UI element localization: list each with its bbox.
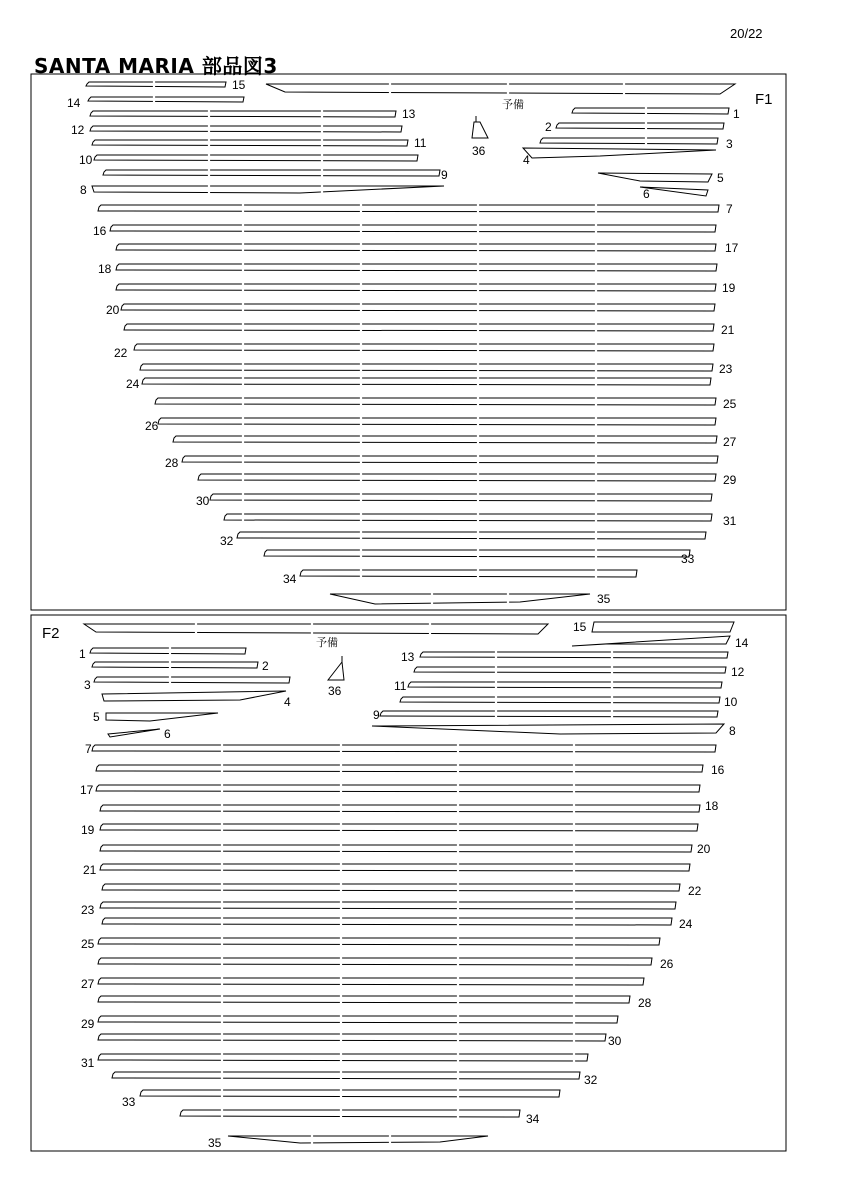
piece-label: 29 <box>81 1017 95 1031</box>
plank-1 <box>90 647 246 655</box>
plank-2 <box>556 122 724 130</box>
plank-3 <box>540 137 718 145</box>
plank-18 <box>116 263 717 272</box>
plank-29 <box>198 473 716 482</box>
piece-label: 35 <box>597 592 611 606</box>
piece-label: 8 <box>729 724 736 738</box>
piece-label: 24 <box>126 377 140 391</box>
plank-33 <box>140 1089 560 1098</box>
piece-label: 29 <box>723 473 737 487</box>
plank-27 <box>173 435 717 444</box>
piece-label: 31 <box>723 514 737 528</box>
piece-label: 36 <box>472 144 486 158</box>
piece-label: 25 <box>81 937 95 951</box>
piece-label: 25 <box>723 397 737 411</box>
piece-label: 13 <box>401 650 415 664</box>
piece-label: 18 <box>705 799 719 813</box>
plank-16 <box>96 764 703 773</box>
plank-20 <box>121 303 715 312</box>
plank-15 <box>86 81 226 88</box>
panel-f1-frame <box>31 74 786 610</box>
plank-23 <box>140 363 713 372</box>
plank-24 <box>142 377 711 386</box>
plank-21 <box>100 863 690 872</box>
piece-label: 35 <box>208 1136 222 1150</box>
piece-label: 21 <box>721 323 735 337</box>
piece-label: 23 <box>719 362 733 376</box>
piece-label: 19 <box>722 281 736 295</box>
piece-label: 10 <box>724 695 738 709</box>
piece-label: 34 <box>526 1112 540 1126</box>
piece-label: 6 <box>164 727 171 741</box>
piece-label: 22 <box>114 346 128 360</box>
piece-label: 14 <box>735 636 749 650</box>
panel-f1 <box>67 78 773 606</box>
plank-28 <box>98 995 630 1004</box>
plank-9 <box>103 169 440 177</box>
plank-16 <box>110 224 716 233</box>
piece-label: 20 <box>106 303 120 317</box>
piece-label: 33 <box>122 1095 136 1109</box>
panel-f1-label: F1 <box>755 91 773 108</box>
piece-label: 4 <box>523 153 530 167</box>
plank-17 <box>96 784 700 793</box>
piece-label: 16 <box>93 224 107 238</box>
piece-label: 26 <box>145 419 159 433</box>
piece-label: 5 <box>93 710 100 724</box>
piece-label: 24 <box>679 917 693 931</box>
plank-3 <box>94 676 290 684</box>
plank-28 <box>182 455 718 464</box>
piece-label: 32 <box>220 534 234 548</box>
piece-label: 33 <box>681 552 695 566</box>
piece-label: 27 <box>723 435 737 449</box>
plank-13 <box>420 651 728 659</box>
piece-label: 2 <box>262 659 269 673</box>
piece-label: 8 <box>80 183 87 197</box>
plank-23 <box>100 901 676 910</box>
plank-32 <box>237 531 706 540</box>
piece-label: 22 <box>688 884 702 898</box>
spare-label: 予備 <box>502 99 524 111</box>
piece-label: 10 <box>79 153 93 167</box>
piece-label: 2 <box>545 120 552 134</box>
plank-13 <box>90 110 396 118</box>
piece-label: 31 <box>81 1056 95 1070</box>
plank-31 <box>98 1053 588 1062</box>
piece-label: 14 <box>67 96 81 110</box>
piece-label: 9 <box>373 708 380 722</box>
piece-label: 16 <box>711 763 725 777</box>
plank-19 <box>116 283 716 292</box>
plank-11 <box>92 139 408 147</box>
plank-26 <box>98 957 652 966</box>
plank-31 <box>224 513 712 522</box>
piece-label: 9 <box>441 168 448 182</box>
plank-1 <box>572 107 729 115</box>
piece-label: 7 <box>85 742 92 756</box>
panel-f2 <box>42 620 749 1150</box>
plank-18 <box>100 804 700 813</box>
piece-label: 15 <box>573 620 587 634</box>
plank-22 <box>102 883 680 892</box>
piece-label: 28 <box>638 996 652 1010</box>
piece-label: 6 <box>643 187 650 201</box>
piece-label: 5 <box>717 171 724 185</box>
piece-label: 19 <box>81 823 95 837</box>
plank-17 <box>116 243 716 252</box>
plank-24 <box>102 917 672 926</box>
piece-label: 36 <box>328 684 342 698</box>
piece-label: 18 <box>98 262 112 276</box>
spare-label: 予備 <box>316 637 338 649</box>
page-title: SANTA MARIA 部品図3 <box>34 54 278 78</box>
plank-30 <box>98 1033 606 1042</box>
plank-21 <box>124 323 714 332</box>
piece-label: 20 <box>697 842 711 856</box>
piece-label: 21 <box>83 863 97 877</box>
piece-label: 1 <box>79 647 86 661</box>
piece-label: 34 <box>283 572 297 586</box>
page-number: 20/22 <box>730 26 763 41</box>
plank-34 <box>180 1109 520 1118</box>
plank-12 <box>90 125 402 133</box>
piece-label: 28 <box>165 456 179 470</box>
panel-f2-label: F2 <box>42 625 60 642</box>
piece-label: 11 <box>414 136 427 150</box>
piece-label: 3 <box>84 678 91 692</box>
piece-label: 23 <box>81 903 95 917</box>
piece-label: 3 <box>726 137 733 151</box>
plank-25 <box>98 937 660 946</box>
plank-34 <box>300 569 637 578</box>
plank-29 <box>98 1015 618 1024</box>
piece-label: 27 <box>81 977 95 991</box>
piece-label: 30 <box>196 494 210 508</box>
plank-11 <box>408 681 722 689</box>
plank-10 <box>400 696 720 704</box>
piece-label: 12 <box>71 123 85 137</box>
piece-label: 1 <box>733 107 740 121</box>
plank-10 <box>94 154 418 162</box>
plank-25 <box>155 397 716 406</box>
plank-7 <box>92 744 716 753</box>
plank-27 <box>98 977 644 986</box>
plank-30 <box>210 493 712 502</box>
piece-label: 4 <box>284 695 291 709</box>
plank-9 <box>380 710 718 718</box>
plank-22 <box>134 343 714 352</box>
plank-20 <box>100 844 692 853</box>
panel-f2-frame <box>31 615 786 1151</box>
piece-label: 26 <box>660 957 674 971</box>
plank-19 <box>100 823 698 832</box>
plank-26 <box>158 417 716 426</box>
piece-label: 32 <box>584 1073 598 1087</box>
piece-label: 12 <box>731 665 745 679</box>
plank-2 <box>92 661 258 669</box>
plank-7 <box>98 204 719 213</box>
plank-12 <box>414 666 726 674</box>
piece-label: 15 <box>232 78 246 92</box>
plank-33 <box>264 549 690 558</box>
plank-32 <box>112 1071 580 1080</box>
piece-label: 17 <box>80 783 94 797</box>
piece-label: 11 <box>394 679 407 693</box>
plank-14 <box>88 96 244 103</box>
piece-label: 7 <box>726 202 733 216</box>
piece-label: 17 <box>725 241 739 255</box>
piece-label: 13 <box>402 107 416 121</box>
piece-label: 30 <box>608 1034 622 1048</box>
